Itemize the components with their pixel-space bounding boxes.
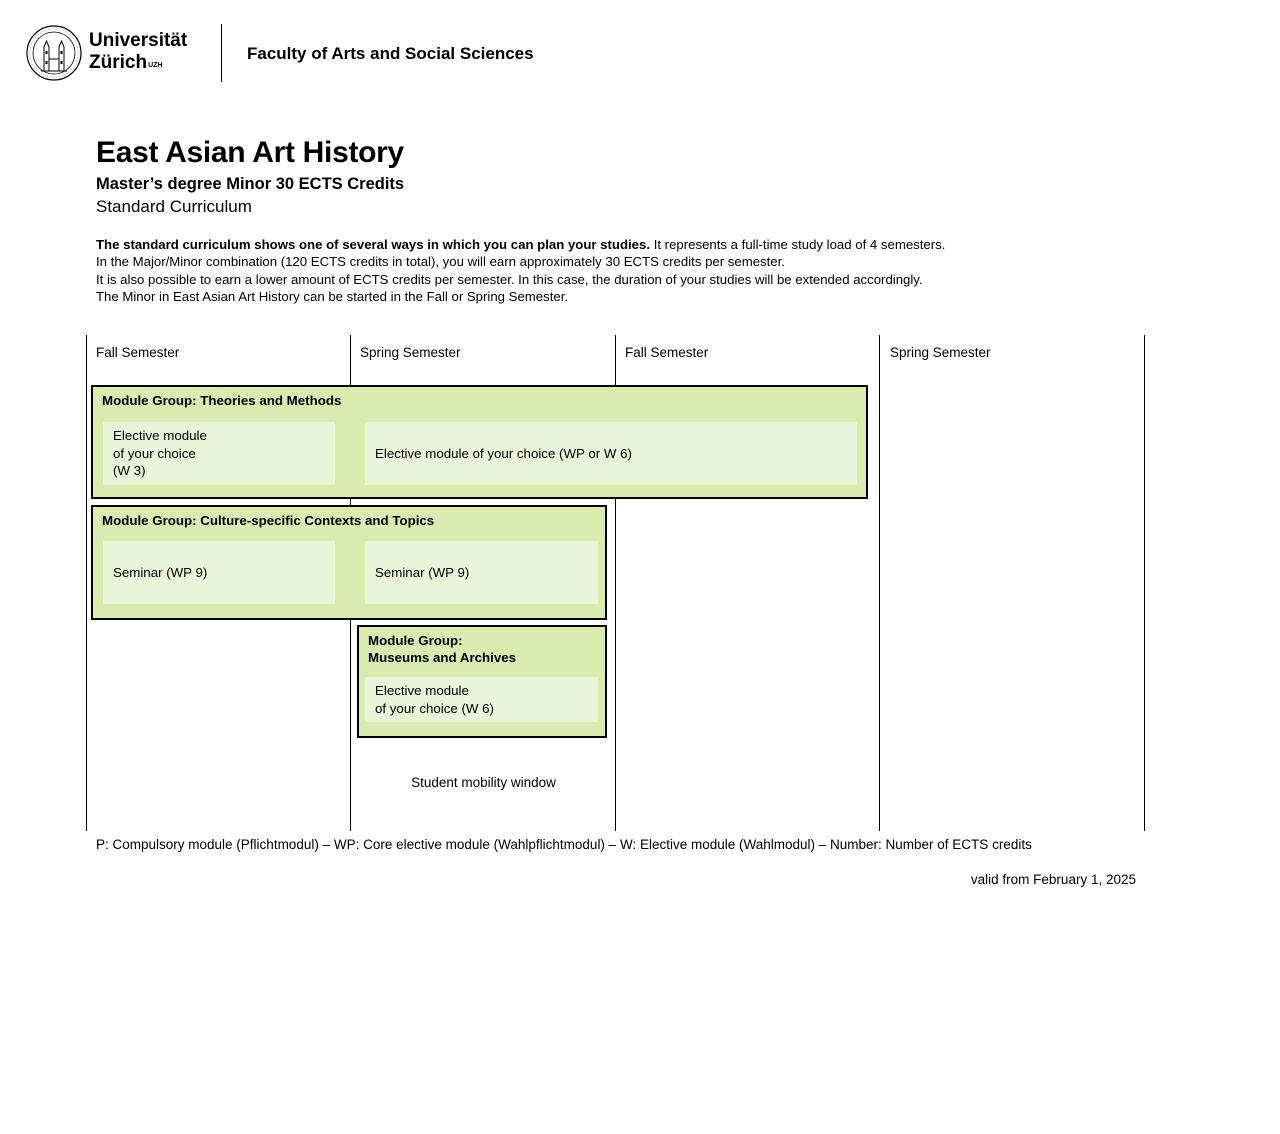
curriculum-label: Standard Curriculum	[96, 197, 252, 216]
grid-line-5	[1144, 335, 1145, 831]
semester-label-4: Spring Semester	[890, 345, 991, 360]
intro-bold-lead: The standard curriculum shows one of several ways in which you can plan your studies.	[96, 237, 651, 252]
module-elective-wp-w6-label: Elective module of your choice (WP or W 6)	[375, 445, 632, 461]
student-mobility-window: Student mobility window	[411, 775, 556, 790]
semester-label-2: Spring Semester	[360, 345, 461, 360]
module-elective-wp-w6[interactable]	[365, 422, 857, 485]
intro-line-4: The Minor in East Asian Art History can be started in the Fall or Spring Semester.	[96, 289, 569, 305]
intro-line-2: In the Major/Minor combination (120 ECTS credits in total), you will earn approximately 30 ECTS credits per semester.	[96, 254, 785, 270]
header-divider	[221, 24, 222, 82]
module-elective-w6-label: Elective module of your choice (W 6)	[375, 683, 494, 716]
university-name-line2: Zürich	[89, 52, 148, 73]
page-title: East Asian Art History	[96, 136, 404, 169]
group-title-museums-line1: Module Group:	[368, 633, 463, 648]
intro-text	[96, 236, 1146, 306]
faculty-name[interactable]: Faculty of Arts and Social Sciences	[247, 44, 534, 63]
semester-label-3: Fall Semester	[625, 345, 709, 360]
group-title-museums-archives	[368, 632, 516, 666]
group-title-culture-specific: Module Group: Culture-specific Contexts and Topics	[102, 513, 435, 528]
university-name-line1: Universität	[89, 30, 188, 51]
module-seminar-2[interactable]	[365, 541, 598, 604]
module-elective-w3-label: Elective module of your choice (W 3)	[113, 428, 207, 479]
module-elective-w6[interactable]	[365, 677, 598, 722]
grid-line-4	[879, 335, 880, 831]
module-elective-w3[interactable]	[103, 422, 335, 485]
module-seminar-1[interactable]	[103, 541, 335, 604]
module-seminar-2-label: Seminar (WP 9)	[375, 564, 470, 580]
university-wordmark	[89, 30, 187, 74]
semester-label-1: Fall Semester	[96, 345, 180, 360]
intro-lead-rest: It represents a full-time study load of 4 semesters.	[650, 237, 946, 252]
university-seal-logo[interactable]	[26, 25, 82, 81]
valid-from-date: valid from February 1, 2025	[970, 872, 1136, 887]
intro-line-3: It is also possible to earn a lower amount of ECTS credits per semester. In this case, the duration of your studies will be extended accordingly.	[96, 271, 923, 287]
module-seminar-1-label: Seminar (WP 9)	[113, 564, 208, 580]
university-suffix: UZH	[148, 62, 163, 69]
legend-text: P: Compulsory module (Pflichtmodul) – WP: Core elective module (Wahlpflichtmodul) – W: Elective module (Wahlmodul) – Number: Number of ECTS credits	[96, 837, 1032, 852]
degree-subtitle: Master’s degree Minor 30 ECTS Credits	[96, 175, 405, 193]
group-title-museums-line2: Museums and Archives	[368, 650, 517, 665]
grid-line-1	[86, 335, 87, 831]
group-title-theories-methods: Module Group: Theories and Methods	[102, 393, 342, 408]
